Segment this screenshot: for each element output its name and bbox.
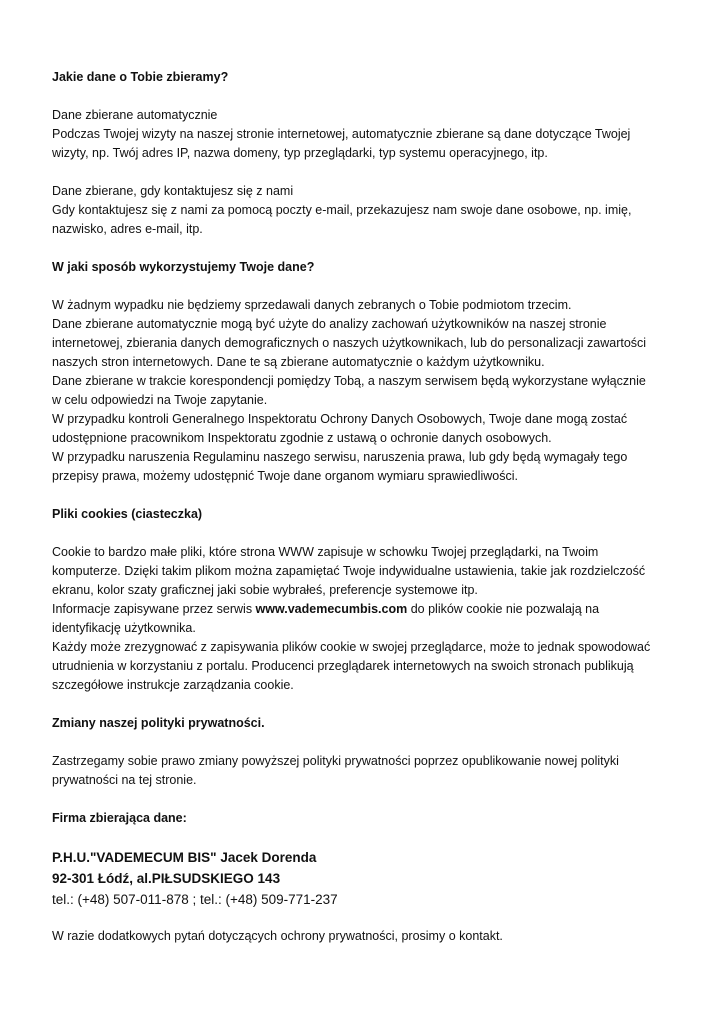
spacer bbox=[52, 486, 664, 505]
section-heading-cookies: Pliki cookies (ciasteczka) bbox=[52, 507, 203, 521]
spacer bbox=[52, 239, 664, 258]
text-line: W przypadku naruszenia Regulaminu naszego serwisu, naruszenia prawa, lub gdy będą wymagały tego bbox=[52, 450, 628, 464]
text-line: w celu odpowiedzi na Twoje zapytanie. bbox=[52, 393, 268, 407]
text-line: identyfikację użytkownika. bbox=[52, 621, 196, 635]
subheading-auto: Dane zbierane automatycznie bbox=[52, 108, 218, 122]
spacer bbox=[52, 87, 664, 106]
spacer bbox=[52, 163, 664, 182]
cookie-info-prefix: Informacje zapisywane przez serwis bbox=[52, 602, 256, 616]
text-line: nazwisko, adres e-mail, itp. bbox=[52, 222, 203, 236]
section-heading-data-usage: W jaki sposób wykorzystujemy Twoje dane? bbox=[52, 260, 315, 274]
closing-note: W razie dodatkowych pytań dotyczących ochrony prywatności, prosimy o kontakt. bbox=[52, 929, 503, 943]
cookie-info-line bbox=[52, 600, 664, 619]
company-phones: tel.: (+48) 507-011-878 ; tel.: (+48) 509-771-237 bbox=[52, 892, 338, 907]
text-line: komputerze. Dzięki takim plikom można zapamiętać Twoje indywidualne ustawienia, takie jak rozdzielczość bbox=[52, 564, 646, 578]
text-line: ekranu, kolor szaty graficznej jaki sobie wybrałeś, preferencje systemowe itp. bbox=[52, 583, 478, 597]
text-line: Cookie to bardzo małe pliki, które strona WWW zapisuje w schowku Twojej przeglądarki, na Twoim bbox=[52, 545, 599, 559]
text-line: Dane zbierane w trakcie korespondencji pomiędzy Tobą, a naszym serwisem będą wykorzystane wyłącznie bbox=[52, 374, 646, 388]
text-line: Gdy kontaktujesz się z nami za pomocą poczty e-mail, przekazujesz nam swoje dane osobowe, np. imię, bbox=[52, 203, 632, 217]
section-heading-policy-changes: Zmiany naszej polityki prywatności. bbox=[52, 716, 265, 730]
text-line: Każdy może zrezygnować z zapisywania plików cookie w swojej przeglądarce, może to jednak spowodować bbox=[52, 640, 651, 654]
text-line: przepisy prawa, możemy udostępnić Twoje dane organom wymiaru sprawiedliwości. bbox=[52, 469, 518, 483]
text-line: Dane zbierane automatycznie mogą być użyte do analizy zachowań użytkowników na naszej stronie bbox=[52, 317, 607, 331]
spacer bbox=[52, 828, 664, 847]
website-link[interactable]: www.vademecumbis.com bbox=[255, 602, 408, 616]
text-line: W przypadku kontroli Generalnego Inspektoratu Ochrony Danych Osobowych, Twoje dane mogą zostać bbox=[52, 412, 628, 426]
spacer bbox=[52, 695, 664, 714]
spacer bbox=[52, 524, 664, 543]
text-line: internetowej, zbierania danych demograficznych o naszych użytkownikach, lub do personalizacji zawartości bbox=[52, 336, 647, 350]
text-line: Zastrzegamy sobie prawo zmiany powyższej polityki prywatności poprzez opublikowanie nowej polityki bbox=[52, 754, 619, 768]
text-line: utrudnienia w korzystaniu z portalu. Producenci przeglądarek internetowych na swoich stronach publikują bbox=[52, 659, 634, 673]
spacer bbox=[52, 910, 664, 927]
text-line: wizyty, np. Twój adres IP, nazwa domeny, typ przeglądarki, typ systemu operacyjnego, itp. bbox=[52, 146, 548, 160]
subheading-contact: Dane zbierane, gdy kontaktujesz się z nami bbox=[52, 184, 294, 198]
spacer bbox=[52, 277, 664, 296]
text-line: udostępnione pracownikom Inspektoratu zgodnie z ustawą o ochronie danych osobowych. bbox=[52, 431, 552, 445]
text-line: naszych stron internetowych. Dane te są zbierane automatycznie o każdym użytkowniku. bbox=[52, 355, 545, 369]
company-address: 92-301 Łódź, al.PIŁSUDSKIEGO 143 bbox=[52, 871, 281, 886]
text-line: szczegółowe instrukcje zarządzania cookie. bbox=[52, 678, 294, 692]
text-line: W żadnym wypadku nie będziemy sprzedawali danych zebranych o Tobie podmiotom trzecim. bbox=[52, 298, 572, 312]
spacer bbox=[52, 790, 664, 809]
section-heading-data-collected: Jakie dane o Tobie zbieramy? bbox=[52, 70, 229, 84]
spacer bbox=[52, 733, 664, 752]
section-heading-company: Firma zbierająca dane: bbox=[52, 811, 187, 825]
text-line: prywatności na tej stronie. bbox=[52, 773, 197, 787]
cookie-info-suffix: do plików cookie nie pozwalają na bbox=[407, 602, 600, 616]
company-name: P.H.U."VADEMECUM BIS" Jacek Dorenda bbox=[52, 850, 317, 865]
text-line: Podczas Twojej wizyty na naszej stronie internetowej, automatycznie zbierane są dane dotyczące Twojej bbox=[52, 127, 631, 141]
